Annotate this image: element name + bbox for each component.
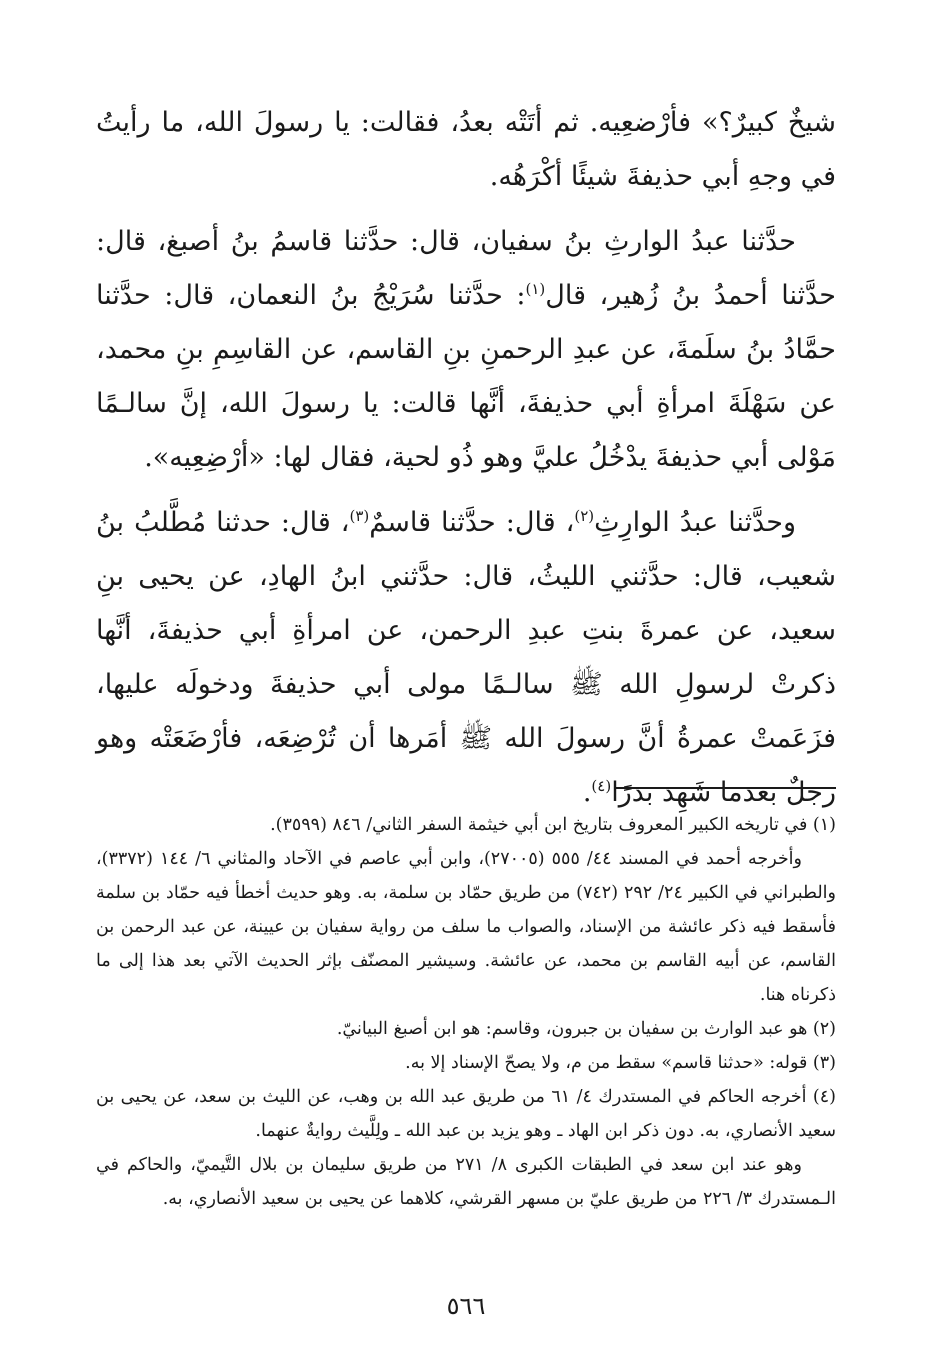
footnote-1: (١) في تاريخه الكبير المعروف بتاريخ ابن أبي خيثمة السفر الثاني/ ٨٤٦ (٣٥٩٩).	[270, 815, 836, 835]
footnote-ref-1[interactable]: (١)	[525, 280, 546, 298]
footnote-2: (٢) هو عبد الوارث بن سفيان بن جبرون، وقاسم: هو ابن أصبغ البيانيّ.	[336, 1019, 836, 1039]
footnote-1-continuation: وأخرجه أحمد في المسند ٤٤/ ٥٥٥ (٢٧٠٠٥)، وابن أبي عاصم في الآحاد والمثاني ٦/ ١٤٤ (٣٣٧٢)، والطبراني في الكبير ٢٤/ ٢٩٢ (٧٤٢) من طريق حمّاد بن سلمة، به. وهو حديث أخطأ فيه حمّاد بن سلمة فأسقط فيه ذكر عائشة من الإسناد، والصواب ما سلف من رواية سفيان بن عيينة، عن عبد الرحمن بن القاسم، عن أبيه القاسم بن محمد، عن عائشة. وسيشير المصنّف بإثر الحديث الآتي بعد هذا إلى ما ذكرناه هنا.	[96, 849, 836, 1005]
footnote-ref-2[interactable]: (٢)	[574, 507, 595, 525]
paragraph-3-part-b: ، قال: حدَّثنا قاسمٌ	[369, 507, 575, 538]
footnote-ref-4[interactable]: (٤)	[591, 777, 612, 795]
paragraph-2-part-a: حدَّثنا عبدُ الوارثِ بنُ سفيان، قال: حدَّثنا قاسمُ بنُ أصبغ، قال: حدَّثنا أحمدُ بنُ زُهير، قال	[96, 226, 836, 311]
paragraph-3-part-c: ، قال: حدثنا مُطَّلبُ بنُ شعيب، قال: حدَّثني الليثُ، قال: حدَّثني ابنُ الهادِ، عن يحيى بنِ سعيد، عن عمرةَ بنتِ عبدِ الرحمن، عن امرأةِ أبي حذيفةَ، أنَّها ذكرتْ لرسولِ الله ﷺ سالـمًا مولى أبي حذيفةَ ودخولَه عليها، فزَعَمتْ عمرةُ أنَّ رسولَ الله ﷺ أمَرها أن تُرْضِعَه، فأرْضَعَتْه وهو رجلٌ بعدما شَهِد بدرًا	[96, 507, 836, 808]
paragraph-1: شيخٌ كبيرٌ؟» فأرْضعِيه. ثم أتَتْه بعدُ، فقالت: يا رسولَ الله، ما رأيتُ في وجهِ أبي حذيفةَ شيئًا أكْرَهُه.	[96, 107, 836, 192]
footnotes	[96, 808, 836, 1216]
paragraph-2-part-b: : حدَّثنا سُرَيْجُ بنُ النعمان، قال: حدَّثنا حمَّادُ بنُ سلَمةَ، عن عبدِ الرحمنِ بنِ القاسم، عن القاسِمِ بنِ محمد، عن سَهْلَةَ امرأةِ أبي حذيفةَ، أنَّها قالت: يا رسولَ الله، إنَّ سالـمًا مَوْلى أبي حذيفةَ يدْخُلُ عليَّ وهو ذُو لحية، فقال لها: «أرْضِعِيه».	[96, 280, 836, 473]
main-text	[96, 96, 836, 820]
paragraph-2	[96, 215, 836, 485]
footnote-ref-3[interactable]: (٣)	[349, 507, 370, 525]
paragraph-3	[96, 496, 836, 820]
footnote-4-continuation: وهو عند ابن سعد في الطبقات الكبرى ٨/ ٢٧١ من طريق سليمان بن بلال التَّيميّ، والحاكم في الـمستدرك ٣/ ٢٢٦ من طريق عليّ بن مسهر القرشي، كلاهما عن يحيى بن سعيد الأنصاري، به.	[96, 1155, 836, 1209]
footnote-separator	[616, 787, 836, 789]
paragraph-3-part-a: وحدَّثنا عبدُ الوارِثِ	[594, 507, 796, 538]
paragraph-3-part-d: .	[582, 777, 592, 808]
footnote-4: (٤) أخرجه الحاكم في المستدرك ٤/ ٦١ من طريق عبد الله بن وهب، عن الليث بن سعد، عن يحيى بن سعيد الأنصاري، به. دون ذكر ابن الهاد ـ وهو يزيد بن عبد الله ـ ولِلَّيث روايةٌ عنهما.	[96, 1087, 836, 1141]
page-number: ٥٦٦	[446, 1292, 486, 1320]
footnote-3: (٣) قوله: «حدثنا قاسم» سقط من م، ولا يصحّ الإسناد إلا به.	[405, 1053, 836, 1073]
